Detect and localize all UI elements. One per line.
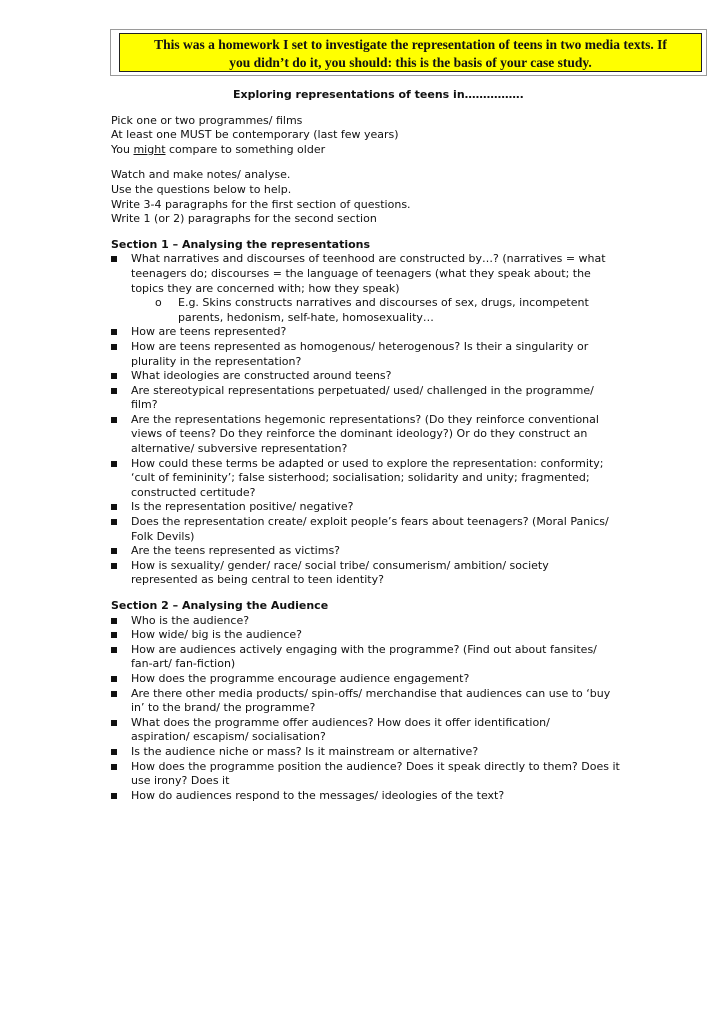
question-item: Are the representations hegemonic representations? (Do they reinforce conventional views of teens? Do they reinforce the dominant ideology?) Or do they construct an alternative/ subversive representation? — [111, 413, 631, 457]
square-bullet-icon — [111, 329, 117, 335]
square-bullet-icon — [111, 344, 117, 350]
instructions-paragraph — [111, 168, 631, 226]
question-item: What does the programme offer audiences? How does it offer identification/ aspiration/ escapism/ socialisation? — [111, 716, 631, 745]
intro-line-1: Pick one or two programmes/ films — [111, 113, 303, 127]
intro-paragraph — [111, 114, 631, 158]
square-bullet-icon — [111, 417, 117, 423]
question-item: How does the programme encourage audience engagement? — [111, 672, 631, 687]
square-bullet-icon — [111, 373, 117, 379]
instruction-line: Write 1 (or 2) paragraphs for the second section — [111, 212, 377, 226]
sub-question-item: o E.g. Skins constructs narratives and discourses of sex, drugs, incompetent parents, hedonism, self-hate, homosexuality… — [155, 296, 589, 324]
question-item: How do audiences respond to the messages/ ideologies of the text? — [111, 789, 631, 804]
square-bullet-icon — [111, 388, 117, 394]
banner-line-1: This was a homework I set to investigate the representation of teens in two media texts. If — [154, 37, 667, 52]
square-bullet-icon — [111, 461, 117, 467]
square-bullet-icon — [111, 632, 117, 638]
question-item: Is the representation positive/ negative? — [111, 500, 631, 515]
question-item: Are the teens represented as victims? — [111, 544, 631, 559]
document-body — [111, 88, 631, 814]
square-bullet-icon — [111, 793, 117, 799]
square-bullet-icon — [111, 563, 117, 569]
section-1-question-list — [111, 252, 631, 588]
section-2-question-list — [111, 614, 631, 804]
intro-line-3-post: compare to something older — [165, 142, 326, 156]
square-bullet-icon — [111, 691, 117, 697]
instruction-line: Watch and make notes/ analyse. — [111, 168, 291, 182]
question-item: Does the representation create/ exploit people’s fears about teenagers? (Moral Panics/ Folk Devils) — [111, 515, 631, 544]
question-item: How are teens represented? — [111, 325, 631, 340]
hollow-circle-bullet-icon: o — [155, 296, 162, 310]
question-item: How are audiences actively engaging with the programme? (Find out about fansites/ fan-art/ fan-fiction) — [111, 643, 631, 672]
square-bullet-icon — [111, 504, 117, 510]
question-item: What ideologies are constructed around teens? — [111, 369, 631, 384]
intro-line-3-underlined: might — [133, 142, 166, 156]
section-1-heading: Section 1 – Analysing the representations — [111, 237, 371, 251]
square-bullet-icon — [111, 519, 117, 525]
question-item: Is the audience niche or mass? Is it mainstream or alternative? — [111, 745, 631, 760]
square-bullet-icon — [111, 676, 117, 682]
intro-line-2: At least one MUST be contemporary (last few years) — [111, 128, 399, 142]
question-item: How does the programme position the audience? Does it speak directly to them? Does it use irony? Does it — [111, 760, 631, 789]
question-item: Are stereotypical representations perpetuated/ used/ challenged in the programme/ film? — [111, 384, 631, 413]
question-item: Who is the audience? — [111, 614, 631, 629]
homework-banner-frame — [110, 29, 707, 76]
question-item: How are teens represented as homogenous/ heterogenous? Is their a singularity or plurality in the representation? — [111, 340, 631, 369]
question-item: How is sexuality/ gender/ race/ social tribe/ consumerism/ ambition/ society represented as being central to teen identity? — [111, 559, 631, 588]
homework-banner — [119, 33, 702, 72]
question-item: What narratives and discourses of teenhood are constructed by…? (narratives = what teenagers do; discourses = the language of teenagers (what they speak about; the topics they are concerned with; how they speak) — [111, 252, 631, 296]
instruction-line: Use the questions below to help. — [111, 182, 292, 196]
intro-line-3-pre: You — [111, 142, 134, 156]
instruction-line: Write 3-4 paragraphs for the first section of questions. — [111, 197, 411, 211]
banner-line-2: you didn’t do it, you should: this is the basis of your case study. — [229, 55, 592, 70]
question-item: How could these terms be adapted or used to explore the representation: conformity; ‘cult of femininity’; false sisterhood; socialisation; solidarity and unity; fragmented; constructed certitude? — [111, 457, 631, 501]
question-item: How wide/ big is the audience? — [111, 628, 631, 643]
square-bullet-icon — [111, 618, 117, 624]
square-bullet-icon — [111, 764, 117, 770]
square-bullet-icon — [111, 548, 117, 554]
page-title: Exploring representations of teens in……………. — [233, 88, 524, 101]
square-bullet-icon — [111, 647, 117, 653]
question-item: Are there other media products/ spin-offs/ merchandise that audiences can use to ‘buy in’ to the brand/ the programme? — [111, 687, 631, 716]
intro-line-3 — [111, 143, 631, 158]
section-2-heading: Section 2 – Analysing the Audience — [111, 599, 329, 612]
square-bullet-icon — [111, 720, 117, 726]
square-bullet-icon — [111, 749, 117, 755]
square-bullet-icon — [111, 256, 117, 262]
